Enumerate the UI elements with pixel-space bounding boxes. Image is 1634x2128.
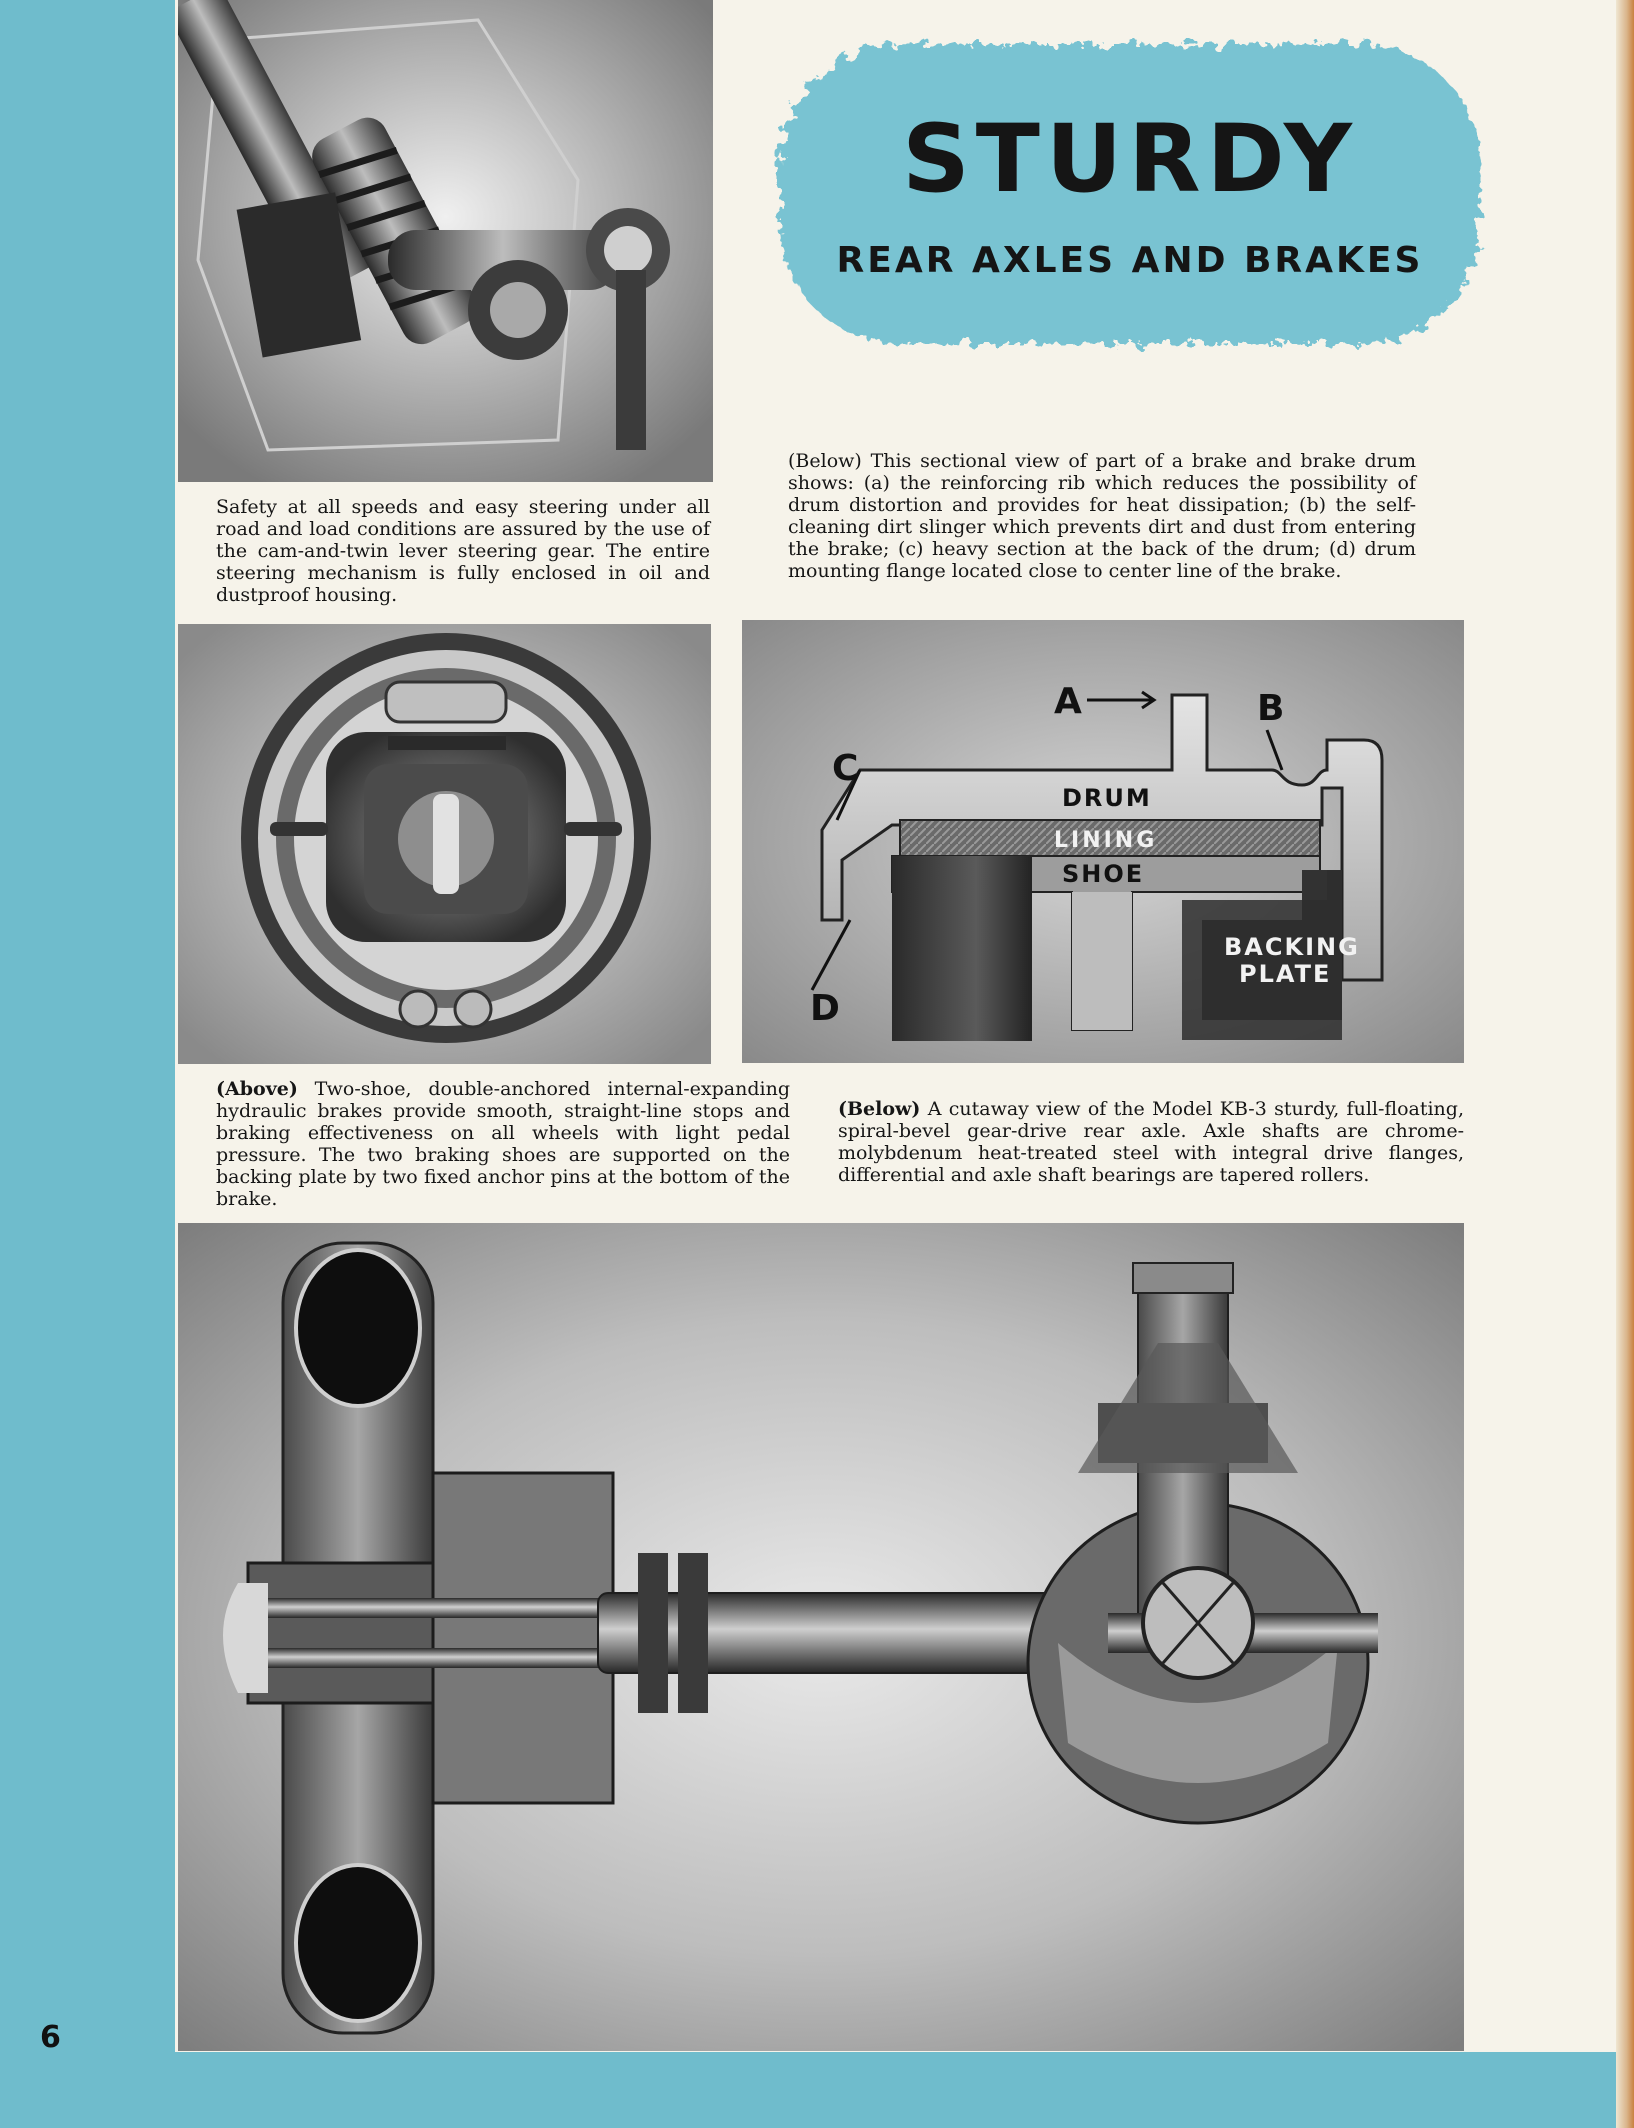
drum-section-diagram (742, 620, 1464, 1063)
steering-caption: Safety at all speeds and easy steering under all road and load conditions are assured by the use of the cam-and-twin lever steering gear. The entire steering mechanism is fully enclosed in oil and dustproof housing. (216, 496, 710, 606)
brakes-caption-prefix: (Above) (216, 1078, 298, 1100)
brake-assembly-photo (178, 624, 711, 1064)
drum-section-caption: (Below) This sectional view of part of a brake and brake drum shows: (a) the reinforcing rib which reduces the possibility of drum distortion and provides for heat dissipation; (b) the self-cleaning dirt slinger which prevents dirt and dust from entering the brake; (c) heavy section at the back of the drum; (d) drum mounting flange located close to center line of the brake. (788, 450, 1416, 582)
drum-label-c: C (832, 748, 859, 789)
steering-gear-photo (178, 0, 713, 482)
backing-text-line1: BACKING (1224, 933, 1360, 961)
axle-caption-text: A cutaway view of the Model KB-3 sturdy, full-floating, spiral-bevel gear-drive rear axle. Axle shafts are chrome-molybdenum heat-treated steel with integral drive flanges, differential and axle shaft bearings are tapered rollers. (838, 1098, 1464, 1186)
drum-label-b: B (1257, 688, 1285, 729)
page-number: 6 (40, 2020, 61, 2055)
bottom-accent-band (0, 2052, 1634, 2128)
brakes-caption-text: Two-shoe, double-anchored internal-expanding hydraulic brakes provide smooth, straight-line stops and braking effectiveness on all wheels with light pedal pressure. The two braking shoes are supported on the backing plate by two fixed anchor pins at the bottom of the brake. (216, 1078, 790, 1210)
left-accent-band (0, 0, 175, 2128)
page-subtitle: REAR AXLES AND BRAKES (836, 240, 1424, 281)
drum-label-d: D (810, 988, 840, 1029)
axle-caption-prefix: (Below) (838, 1098, 921, 1120)
page-edge (1616, 0, 1634, 2128)
shoe-text: SHOE (1062, 860, 1145, 888)
rear-axle-cutaway-photo (178, 1223, 1464, 2051)
page-title: STURDY (902, 105, 1358, 214)
backing-text-line2: PLATE (1239, 960, 1332, 988)
drum-text: DRUM (1062, 784, 1152, 812)
axle-caption (838, 1098, 1464, 1186)
lining-text: LINING (1054, 828, 1158, 853)
drum-label-a: A (1054, 681, 1082, 722)
brakes-caption (216, 1078, 790, 1210)
